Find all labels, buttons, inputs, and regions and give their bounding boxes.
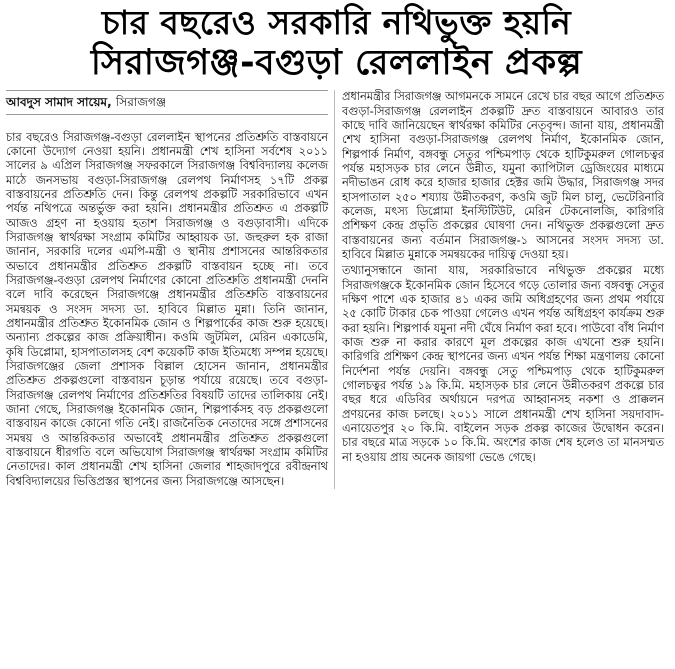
byline-location: সিরাজগঞ্জ (115, 95, 167, 110)
byline (6, 90, 328, 114)
left-column (6, 90, 335, 489)
right-column (335, 90, 664, 489)
article-body (6, 90, 667, 489)
byline-author: আবদুস সামাদ সায়েম, (6, 95, 112, 110)
left-paragraph-1: চার বছরেও সিরাজগঞ্জ-বগুড়া রেললাইন স্থাপনের প্রতিশ্রুতি বাস্তবায়নে কোনো উদ্যোগ নেওয়া হয়নি। প্রধানমন্ত্রী শেখ হাসিনা সর্বশেষ ২০১১ সালের ৯ এপ্রিল সিরাজগঞ্জ সফরকালে সিরাজগঞ্জ বিশ্ববিদ্যালয় কলেজ মাঠে জনসভায় বগুড়া-সিরাজগঞ্জ রেলপথ নির্মাণসহ ১৭টি প্রকল্প বাস্তবায়নের প্রতিশ্রুতি দেন। কিন্তু রেলপথ প্রকল্পটি সরকারিভাবে এখন পর্যন্ত নথিপত্রে অন্তর্ভুক্ত করা হয়নি। প্রধানমন্ত্রীর প্রতিশ্রুত এ প্রকল্পটি আজও গ্রহণ না হওয়ায় হতাশ সিরাজগঞ্জ ও বগুড়াবাসী। এদিকে সিরাজগঞ্জ স্বার্থরক্ষা সংগ্রাম কমিটির আহ্বায়ক ডা. জহুরুল হক রাজা জানান, সরকারি দলের এমপি-মন্ত্রী ও স্থানীয় প্রশাসনের আন্তরিকতার অভাবে প্রধানমন্ত্রীর প্রতিশ্রুত প্রকল্পটি বাস্তবায়ন হচ্ছে না। তবে সিরাজগঞ্জ-বগুড়া রেলপথ নির্মাণের কোনো প্রতিশ্রুতি প্রধানমন্ত্রী দেননি বলে দাবি করেছেন সিরাজগঞ্জে প্রধানমন্ত্রীর প্রতিশ্রুতি বাস্তবায়নের সমন্বয়ক ও সংসদ সদস্য ডা. হাবিবে মিল্লাত মুন্না। তিনি জানান, প্রধানমন্ত্রীর প্রতিশ্রুত ইকোনমিক জোন ও শিল্পপার্কের কাজ শুরু হয়েছে। অন্যান্য প্রকল্পের কাজ প্রক্রিয়াধীন। কওমি জুটমিল, মেরিন একাডেমি, কৃষি ডিপ্লোমা, হাসপাতালসহ বেশ কয়েকটি কাজ ইতিমধ্যে সম্পন্ন হয়েছে। সিরাজগঞ্জের জেলা প্রশাসক বিল্লাল হোসেন জানান, প্রধানমন্ত্রীর প্রতিশ্রুত প্রকল্পগুলো বাস্তবায়ন চূড়ান্ত পর্যায়ে রয়েছে। তবে বগুড়া-সিরাজগঞ্জ রেলপথ নির্মাণের প্রতিশ্রুতির বিষয়টি তাদের তালিকায় নেই। জানা গেছে, সিরাজগঞ্জ ইকোনমিক জোন, শিল্পপার্কসহ বড় প্রকল্পগুলো বাস্তবায়ন কাজে কোনো গতি নেই। রাজনৈতিক নেতাদের সঙ্গে প্রশাসনের সমন্বয় ও আন্তরিকতার অভাবেই প্রধানমন্ত্রীর প্রতিশ্রুত প্রকল্পগুলো বাস্তবায়নে ধীরগতি বলে অভিযোগ সিরাজগঞ্জ স্বার্থরক্ষা সংগ্রাম কমিটির নেতাদের। কাল প্রধানমন্ত্রী শেখ হাসিনা জেলার শাহজাদপুরে রবীন্দ্রনাথ বিশ্ববিদ্যালয়ের ভিত্তিপ্রস্তর স্থাপনের জন্য সিরাজগঞ্জে আসছেন। (6, 130, 328, 488)
headline-line-1: চার বছরেও সরকারি নথিভুক্ত হয়নি (101, 3, 572, 42)
right-paragraph-1: প্রধানমন্ত্রীর সিরাজগঞ্জ আগমনকে সামনে রেখে চার বছর আগে প্রতিশ্রুত বগুড়া-সিরাজগঞ্জ রেললাইন প্রকল্পটি দ্রুত বাস্তবায়নে আবারও তার কাছে দাবি জানিয়েছেন স্বার্থরক্ষা কমিটির নেতৃবৃন্দ। জানা যায়, প্রধানমন্ত্রী শেখ হাসিনা বগুড়া-সিরাজগঞ্জ রেলপথ নির্মাণ, ইকোনমিক জোন, শিল্পপার্ক নির্মাণ, বঙ্গবন্ধু সেতুর পশ্চিমপাড় থেকে হাটিকুমরুল গোলচত্বর পর্যন্ত মহাসড়ক চার লেনে উন্নীত, যমুনা ক্যাপিটাল ড্রেজিংয়ের মাধ্যমে নদীভাঙন রোধ করে হাজার হাজার হেক্টর জমি উদ্ধার, সিরাজগঞ্জ সদর হাসপাতাল ২৫০ শয্যায় উন্নীতকরণ, কওমি জুট মিল চালু, ভেটেরিনারি কলেজ, মৎস্য ডিপ্লোমা ইনস্টিটিউট, মেরিন টেকনোলজি, কারিগরি প্রশিক্ষণ কেন্দ্র প্রভৃতি প্রকল্পের ঘোষণা দেন। নথিভুক্ত প্রকল্পগুলো দ্রুত বাস্তবায়নের জন্য বর্তমান সিরাজগঞ্জ-১ আসনের সংসদ সদস্য ডা. হাবিবে মিল্লাত মুন্নাকে সমন্বয়কের দায়িত্ব দেওয়া হয়। (342, 90, 664, 262)
headline (6, 4, 667, 84)
right-paragraph-2: তথ্যানুসন্ধানে জানা যায়, সরকারিভাবে নথিভুক্ত প্রকল্পের মধ্যে সিরাজগঞ্জকে ইকোনমিক জোন হিসেবে গড়ে তোলার জন্য বঙ্গবন্ধু সেতুর দক্ষিণ পাশে এক হাজার ৪১ একর জমি অধিগ্রহণের জন্য প্রথম পর্যায়ে ২৫ কোটি টাকার চেক পাওয়া গেলেও এখন পর্যন্ত অধিগ্রহণ কার্যক্রম শুরু করা হয়নি। শিল্পপার্ক যমুনা নদী ঘেঁষে নির্মাণ করা হবে। পাউবো বাঁধ নির্মাণ কাজ শুরু না করার কারণে মূল প্রকল্পের কাজ এখনো শুরু হয়নি। কারিগরি প্রশিক্ষণ কেন্দ্র স্থাপনের জন্য এখন পর্যন্ত শিক্ষা মন্ত্রণালয় কোনো নির্দেশনা পর্যন্ত দেয়নি। বঙ্গবন্ধু সেতু পশ্চিমপাড় থেকে হাটিকুমরুল গোলচত্বর পর্যন্ত ১৯ কি.মি. মহাসড়ক চার লেনে উন্নীতকরণ প্রকল্পে চার বছর ধরে এডিবির অর্থায়নে দরপত্র আহ্বানসহ নকশা ও প্রাক্কলন প্রণয়নের কাজ চলছে। ২০১১ সালে প্রধানমন্ত্রী শেখ হাসিনা সয়দাবাদ-এনায়েতপুর ২০ কি.মি. বাইলেন সড়ক প্রকল্প কাজের উদ্বোধন করেন। চার বছরে মাত্র সড়কে ১০ কি.মি. অংশের কাজ শেষ হলেও তা মানসম্মত না হওয়ায় প্রায় অনেক জায়গা ভেঙে গেছে। (342, 264, 665, 464)
headline-line-2: সিরাজগঞ্জ-বগুড়া রেললাইন প্রকল্প (90, 42, 583, 83)
